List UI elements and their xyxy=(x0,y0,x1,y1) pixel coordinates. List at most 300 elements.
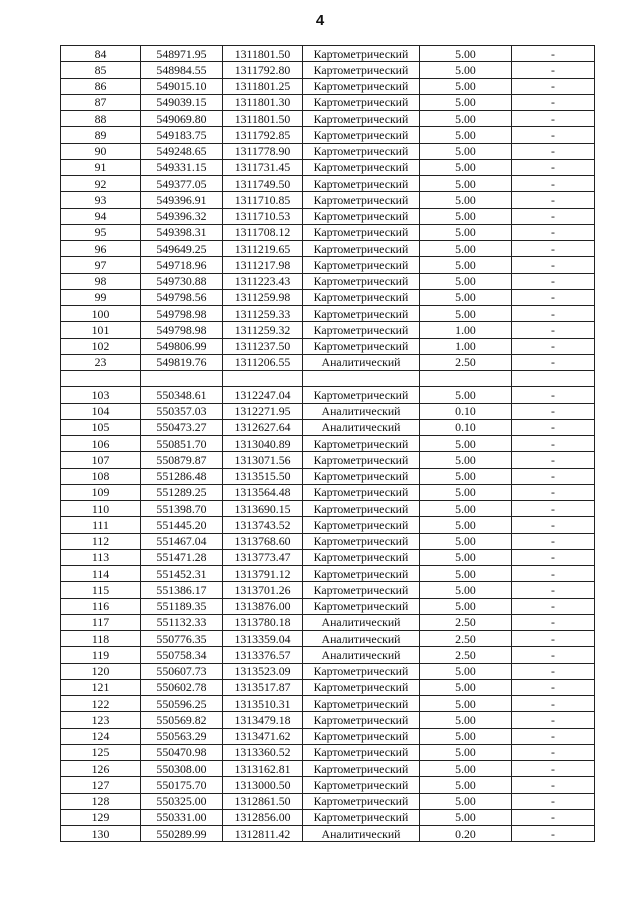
accuracy-cell: 5.00 xyxy=(420,468,512,484)
method-cell: Картометрический xyxy=(303,159,420,175)
y-coordinate-cell: 1311259.32 xyxy=(223,322,303,338)
y-coordinate-cell: 1313479.18 xyxy=(223,712,303,728)
accuracy-cell: 5.00 xyxy=(420,306,512,322)
table-row xyxy=(61,322,595,338)
method-cell: Картометрический xyxy=(303,387,420,403)
accuracy-cell: 5.00 xyxy=(420,549,512,565)
note-cell: - xyxy=(512,533,595,549)
method-cell: Картометрический xyxy=(303,192,420,208)
x-coordinate-cell: 550758.34 xyxy=(141,647,223,663)
accuracy-cell: 5.00 xyxy=(420,289,512,305)
table-row xyxy=(61,436,595,452)
accuracy-cell: 5.00 xyxy=(420,111,512,127)
y-coordinate-cell: 1313071.56 xyxy=(223,452,303,468)
y-coordinate-cell: 1313876.00 xyxy=(223,598,303,614)
note-cell: - xyxy=(512,143,595,159)
point-number-cell xyxy=(61,371,141,387)
method-cell: Картометрический xyxy=(303,468,420,484)
y-coordinate-cell: 1311792.80 xyxy=(223,62,303,78)
method-cell: Картометрический xyxy=(303,501,420,517)
x-coordinate-cell: 551286.48 xyxy=(141,468,223,484)
table-row xyxy=(61,127,595,143)
table-row xyxy=(61,744,595,760)
method-cell: Картометрический xyxy=(303,224,420,240)
note-cell: - xyxy=(512,208,595,224)
accuracy-cell: 5.00 xyxy=(420,761,512,777)
method-cell: Картометрический xyxy=(303,761,420,777)
point-number-cell: 116 xyxy=(61,598,141,614)
accuracy-cell: 0.10 xyxy=(420,419,512,435)
accuracy-cell: 5.00 xyxy=(420,387,512,403)
x-coordinate-cell: 551471.28 xyxy=(141,549,223,565)
point-number-cell: 23 xyxy=(61,354,141,370)
point-number-cell: 98 xyxy=(61,273,141,289)
note-cell: - xyxy=(512,241,595,257)
note-cell: - xyxy=(512,403,595,419)
accuracy-cell: 5.00 xyxy=(420,62,512,78)
note-cell: - xyxy=(512,761,595,777)
note-cell: - xyxy=(512,549,595,565)
method-cell: Аналитический xyxy=(303,647,420,663)
point-number-cell: 125 xyxy=(61,744,141,760)
table-row xyxy=(61,728,595,744)
y-coordinate-cell: 1313773.47 xyxy=(223,549,303,565)
table-row xyxy=(61,712,595,728)
table-row xyxy=(61,371,595,387)
method-cell: Картометрический xyxy=(303,127,420,143)
x-coordinate-cell: 549798.56 xyxy=(141,289,223,305)
note-cell: - xyxy=(512,614,595,630)
point-number-cell: 88 xyxy=(61,111,141,127)
x-coordinate-cell: 548971.95 xyxy=(141,46,223,62)
note-cell: - xyxy=(512,354,595,370)
note-cell: - xyxy=(512,127,595,143)
table-row xyxy=(61,111,595,127)
method-cell: Картометрический xyxy=(303,257,420,273)
y-coordinate-cell: 1313376.57 xyxy=(223,647,303,663)
table-row xyxy=(61,826,595,842)
accuracy-cell: 0.20 xyxy=(420,826,512,842)
point-number-cell: 92 xyxy=(61,176,141,192)
x-coordinate-cell: 549718.96 xyxy=(141,257,223,273)
x-coordinate-cell: 549398.31 xyxy=(141,224,223,240)
table-row xyxy=(61,582,595,598)
point-number-cell: 102 xyxy=(61,338,141,354)
table-row xyxy=(61,192,595,208)
y-coordinate-cell: 1311801.50 xyxy=(223,46,303,62)
note-cell: - xyxy=(512,631,595,647)
point-number-cell: 106 xyxy=(61,436,141,452)
accuracy-cell: 5.00 xyxy=(420,94,512,110)
accuracy-cell: 5.00 xyxy=(420,712,512,728)
accuracy-cell: 5.00 xyxy=(420,241,512,257)
x-coordinate-cell: 549649.25 xyxy=(141,241,223,257)
method-cell: Картометрический xyxy=(303,289,420,305)
x-coordinate-cell: 550331.00 xyxy=(141,809,223,825)
x-coordinate-cell: 550879.87 xyxy=(141,452,223,468)
accuracy-cell: 5.00 xyxy=(420,452,512,468)
table-row xyxy=(61,566,595,582)
accuracy-cell: 5.00 xyxy=(420,696,512,712)
x-coordinate-cell: 549396.32 xyxy=(141,208,223,224)
note-cell: - xyxy=(512,809,595,825)
accuracy-cell: 5.00 xyxy=(420,744,512,760)
y-coordinate-cell: 1313791.12 xyxy=(223,566,303,582)
table-row xyxy=(61,598,595,614)
x-coordinate-cell: 549798.98 xyxy=(141,322,223,338)
note-cell: - xyxy=(512,192,595,208)
y-coordinate-cell: 1311708.12 xyxy=(223,224,303,240)
table-row xyxy=(61,46,595,62)
y-coordinate-cell: 1313000.50 xyxy=(223,777,303,793)
note-cell: - xyxy=(512,159,595,175)
method-cell: Картометрический xyxy=(303,809,420,825)
point-number-cell: 87 xyxy=(61,94,141,110)
note-cell: - xyxy=(512,826,595,842)
accuracy-cell: 5.00 xyxy=(420,46,512,62)
accuracy-cell: 5.00 xyxy=(420,533,512,549)
note-cell: - xyxy=(512,46,595,62)
table-row xyxy=(61,614,595,630)
accuracy-cell: 2.50 xyxy=(420,354,512,370)
accuracy-cell: 5.00 xyxy=(420,566,512,582)
accuracy-cell: 5.00 xyxy=(420,224,512,240)
y-coordinate-cell: 1311731.45 xyxy=(223,159,303,175)
point-number-cell: 105 xyxy=(61,419,141,435)
note-cell: - xyxy=(512,273,595,289)
x-coordinate-cell: 549039.15 xyxy=(141,94,223,110)
note-cell: - xyxy=(512,582,595,598)
note-cell: - xyxy=(512,484,595,500)
table-row xyxy=(61,224,595,240)
point-number-cell: 90 xyxy=(61,143,141,159)
y-coordinate-cell: 1312271.95 xyxy=(223,403,303,419)
table-row xyxy=(61,452,595,468)
table-row xyxy=(61,679,595,695)
method-cell: Картометрический xyxy=(303,322,420,338)
x-coordinate-cell: 551386.17 xyxy=(141,582,223,598)
y-coordinate-cell: 1311223.43 xyxy=(223,273,303,289)
accuracy-cell: 1.00 xyxy=(420,338,512,354)
point-number-cell: 111 xyxy=(61,517,141,533)
method-cell: Картометрический xyxy=(303,208,420,224)
table-row xyxy=(61,257,595,273)
table-row xyxy=(61,338,595,354)
point-number-cell: 100 xyxy=(61,306,141,322)
table-row xyxy=(61,777,595,793)
y-coordinate-cell: 1313523.09 xyxy=(223,663,303,679)
method-cell: Картометрический xyxy=(303,436,420,452)
method-cell: Картометрический xyxy=(303,793,420,809)
method-cell: Картометрический xyxy=(303,111,420,127)
accuracy-cell: 5.00 xyxy=(420,484,512,500)
table-row xyxy=(61,143,595,159)
y-coordinate-cell: 1311206.55 xyxy=(223,354,303,370)
x-coordinate-cell: 549377.05 xyxy=(141,176,223,192)
table-row xyxy=(61,62,595,78)
point-number-cell: 107 xyxy=(61,452,141,468)
y-coordinate-cell: 1313768.60 xyxy=(223,533,303,549)
x-coordinate-cell: 549183.75 xyxy=(141,127,223,143)
note-cell xyxy=(512,371,595,387)
note-cell: - xyxy=(512,647,595,663)
point-number-cell: 91 xyxy=(61,159,141,175)
y-coordinate-cell: 1312856.00 xyxy=(223,809,303,825)
note-cell: - xyxy=(512,468,595,484)
x-coordinate-cell: 550357.03 xyxy=(141,403,223,419)
method-cell: Картометрический xyxy=(303,533,420,549)
accuracy-cell: 5.00 xyxy=(420,78,512,94)
y-coordinate-cell: 1311219.65 xyxy=(223,241,303,257)
note-cell: - xyxy=(512,598,595,614)
table-row xyxy=(61,761,595,777)
point-number-cell: 127 xyxy=(61,777,141,793)
point-number-cell: 118 xyxy=(61,631,141,647)
point-number-cell: 104 xyxy=(61,403,141,419)
x-coordinate-cell: 549248.65 xyxy=(141,143,223,159)
table-row xyxy=(61,306,595,322)
table-row xyxy=(61,549,595,565)
note-cell: - xyxy=(512,257,595,273)
note-cell: - xyxy=(512,777,595,793)
x-coordinate-cell: 550175.70 xyxy=(141,777,223,793)
y-coordinate-cell: 1313564.48 xyxy=(223,484,303,500)
y-coordinate-cell: 1313359.04 xyxy=(223,631,303,647)
note-cell: - xyxy=(512,517,595,533)
y-coordinate-cell: 1311237.50 xyxy=(223,338,303,354)
table-row xyxy=(61,78,595,94)
y-coordinate-cell: 1313515.50 xyxy=(223,468,303,484)
point-number-cell: 113 xyxy=(61,549,141,565)
note-cell: - xyxy=(512,387,595,403)
method-cell: Картометрический xyxy=(303,241,420,257)
y-coordinate-cell: 1311801.30 xyxy=(223,94,303,110)
accuracy-cell: 0.10 xyxy=(420,403,512,419)
y-coordinate-cell: 1313162.81 xyxy=(223,761,303,777)
accuracy-cell: 5.00 xyxy=(420,777,512,793)
note-cell: - xyxy=(512,501,595,517)
accuracy-cell: 2.50 xyxy=(420,614,512,630)
point-number-cell: 129 xyxy=(61,809,141,825)
accuracy-cell: 5.00 xyxy=(420,208,512,224)
x-coordinate-cell: 550563.29 xyxy=(141,728,223,744)
method-cell: Картометрический xyxy=(303,484,420,500)
method-cell: Картометрический xyxy=(303,728,420,744)
accuracy-cell: 5.00 xyxy=(420,159,512,175)
x-coordinate-cell: 550607.73 xyxy=(141,663,223,679)
note-cell: - xyxy=(512,679,595,695)
point-number-cell: 119 xyxy=(61,647,141,663)
x-coordinate-cell: 549331.15 xyxy=(141,159,223,175)
method-cell: Картометрический xyxy=(303,78,420,94)
x-coordinate-cell: 550776.35 xyxy=(141,631,223,647)
x-coordinate-cell: 549015.10 xyxy=(141,78,223,94)
table-row xyxy=(61,176,595,192)
accuracy-cell: 5.00 xyxy=(420,598,512,614)
method-cell: Аналитический xyxy=(303,826,420,842)
point-number-cell: 99 xyxy=(61,289,141,305)
point-number-cell: 108 xyxy=(61,468,141,484)
x-coordinate-cell: 549730.88 xyxy=(141,273,223,289)
table-row xyxy=(61,484,595,500)
x-coordinate-cell: 550470.98 xyxy=(141,744,223,760)
note-cell: - xyxy=(512,289,595,305)
point-number-cell: 109 xyxy=(61,484,141,500)
y-coordinate-cell: 1311259.98 xyxy=(223,289,303,305)
note-cell: - xyxy=(512,793,595,809)
note-cell: - xyxy=(512,224,595,240)
y-coordinate-cell: 1311710.85 xyxy=(223,192,303,208)
note-cell: - xyxy=(512,663,595,679)
table-row xyxy=(61,208,595,224)
coordinates-table-body xyxy=(61,46,595,842)
method-cell: Картометрический xyxy=(303,566,420,582)
accuracy-cell: 5.00 xyxy=(420,192,512,208)
x-coordinate-cell: 550325.00 xyxy=(141,793,223,809)
method-cell: Картометрический xyxy=(303,452,420,468)
table-row xyxy=(61,159,595,175)
note-cell: - xyxy=(512,322,595,338)
y-coordinate-cell: 1311217.98 xyxy=(223,257,303,273)
x-coordinate-cell: 550308.00 xyxy=(141,761,223,777)
accuracy-cell: 5.00 xyxy=(420,143,512,159)
y-coordinate-cell: 1311792.85 xyxy=(223,127,303,143)
accuracy-cell: 5.00 xyxy=(420,436,512,452)
y-coordinate-cell: 1313040.89 xyxy=(223,436,303,452)
method-cell: Картометрический xyxy=(303,663,420,679)
method-cell: Картометрический xyxy=(303,598,420,614)
point-number-cell: 122 xyxy=(61,696,141,712)
table-row xyxy=(61,533,595,549)
point-number-cell: 123 xyxy=(61,712,141,728)
accuracy-cell: 5.00 xyxy=(420,176,512,192)
x-coordinate-cell: 551452.31 xyxy=(141,566,223,582)
table-row xyxy=(61,809,595,825)
method-cell: Картометрический xyxy=(303,62,420,78)
x-coordinate-cell: 549819.76 xyxy=(141,354,223,370)
y-coordinate-cell: 1312247.04 xyxy=(223,387,303,403)
accuracy-cell: 5.00 xyxy=(420,582,512,598)
method-cell: Картометрический xyxy=(303,777,420,793)
y-coordinate-cell: 1313517.87 xyxy=(223,679,303,695)
method-cell: Картометрический xyxy=(303,517,420,533)
accuracy-cell: 5.00 xyxy=(420,517,512,533)
point-number-cell: 95 xyxy=(61,224,141,240)
table-row xyxy=(61,403,595,419)
point-number-cell: 121 xyxy=(61,679,141,695)
y-coordinate-cell: 1313471.62 xyxy=(223,728,303,744)
x-coordinate-cell: 550596.25 xyxy=(141,696,223,712)
table-row xyxy=(61,468,595,484)
table-row xyxy=(61,273,595,289)
note-cell: - xyxy=(512,111,595,127)
note-cell: - xyxy=(512,436,595,452)
point-number-cell: 115 xyxy=(61,582,141,598)
y-coordinate-cell: 1311778.90 xyxy=(223,143,303,159)
method-cell: Картометрический xyxy=(303,176,420,192)
method-cell: Картометрический xyxy=(303,46,420,62)
method-cell: Картометрический xyxy=(303,306,420,322)
method-cell: Картометрический xyxy=(303,94,420,110)
y-coordinate-cell: 1311749.50 xyxy=(223,176,303,192)
table-row xyxy=(61,647,595,663)
note-cell: - xyxy=(512,744,595,760)
y-coordinate-cell: 1311801.25 xyxy=(223,78,303,94)
y-coordinate-cell: 1313690.15 xyxy=(223,501,303,517)
point-number-cell: 114 xyxy=(61,566,141,582)
x-coordinate-cell: 549798.98 xyxy=(141,306,223,322)
method-cell: Аналитический xyxy=(303,614,420,630)
method-cell: Аналитический xyxy=(303,403,420,419)
note-cell: - xyxy=(512,712,595,728)
accuracy-cell: 2.50 xyxy=(420,647,512,663)
method-cell: Картометрический xyxy=(303,582,420,598)
x-coordinate-cell: 551467.04 xyxy=(141,533,223,549)
note-cell: - xyxy=(512,306,595,322)
method-cell: Картометрический xyxy=(303,273,420,289)
x-coordinate-cell: 551289.25 xyxy=(141,484,223,500)
note-cell: - xyxy=(512,696,595,712)
accuracy-cell: 5.00 xyxy=(420,679,512,695)
method-cell xyxy=(303,371,420,387)
table-row xyxy=(61,631,595,647)
point-number-cell: 86 xyxy=(61,78,141,94)
method-cell: Аналитический xyxy=(303,419,420,435)
x-coordinate-cell: 551132.33 xyxy=(141,614,223,630)
point-number-cell: 93 xyxy=(61,192,141,208)
note-cell: - xyxy=(512,62,595,78)
y-coordinate-cell: 1312861.50 xyxy=(223,793,303,809)
x-coordinate-cell: 549069.80 xyxy=(141,111,223,127)
accuracy-cell xyxy=(420,371,512,387)
table-row xyxy=(61,663,595,679)
table-row xyxy=(61,289,595,305)
x-coordinate-cell: 548984.55 xyxy=(141,62,223,78)
method-cell: Картометрический xyxy=(303,744,420,760)
point-number-cell: 112 xyxy=(61,533,141,549)
note-cell: - xyxy=(512,94,595,110)
x-coordinate-cell: 550602.78 xyxy=(141,679,223,695)
point-number-cell: 124 xyxy=(61,728,141,744)
y-coordinate-cell: 1311710.53 xyxy=(223,208,303,224)
point-number-cell: 96 xyxy=(61,241,141,257)
x-coordinate-cell xyxy=(141,371,223,387)
accuracy-cell: 1.00 xyxy=(420,322,512,338)
point-number-cell: 117 xyxy=(61,614,141,630)
method-cell: Картометрический xyxy=(303,143,420,159)
x-coordinate-cell: 549396.91 xyxy=(141,192,223,208)
x-coordinate-cell: 549806.99 xyxy=(141,338,223,354)
note-cell: - xyxy=(512,452,595,468)
point-number-cell: 101 xyxy=(61,322,141,338)
method-cell: Картометрический xyxy=(303,549,420,565)
note-cell: - xyxy=(512,728,595,744)
y-coordinate-cell xyxy=(223,371,303,387)
note-cell: - xyxy=(512,566,595,582)
x-coordinate-cell: 550289.99 xyxy=(141,826,223,842)
y-coordinate-cell: 1313701.26 xyxy=(223,582,303,598)
point-number-cell: 94 xyxy=(61,208,141,224)
table-row xyxy=(61,793,595,809)
note-cell: - xyxy=(512,419,595,435)
y-coordinate-cell: 1311801.50 xyxy=(223,111,303,127)
point-number-cell: 84 xyxy=(61,46,141,62)
accuracy-cell: 5.00 xyxy=(420,663,512,679)
y-coordinate-cell: 1312811.42 xyxy=(223,826,303,842)
accuracy-cell: 2.50 xyxy=(420,631,512,647)
accuracy-cell: 5.00 xyxy=(420,793,512,809)
note-cell: - xyxy=(512,78,595,94)
